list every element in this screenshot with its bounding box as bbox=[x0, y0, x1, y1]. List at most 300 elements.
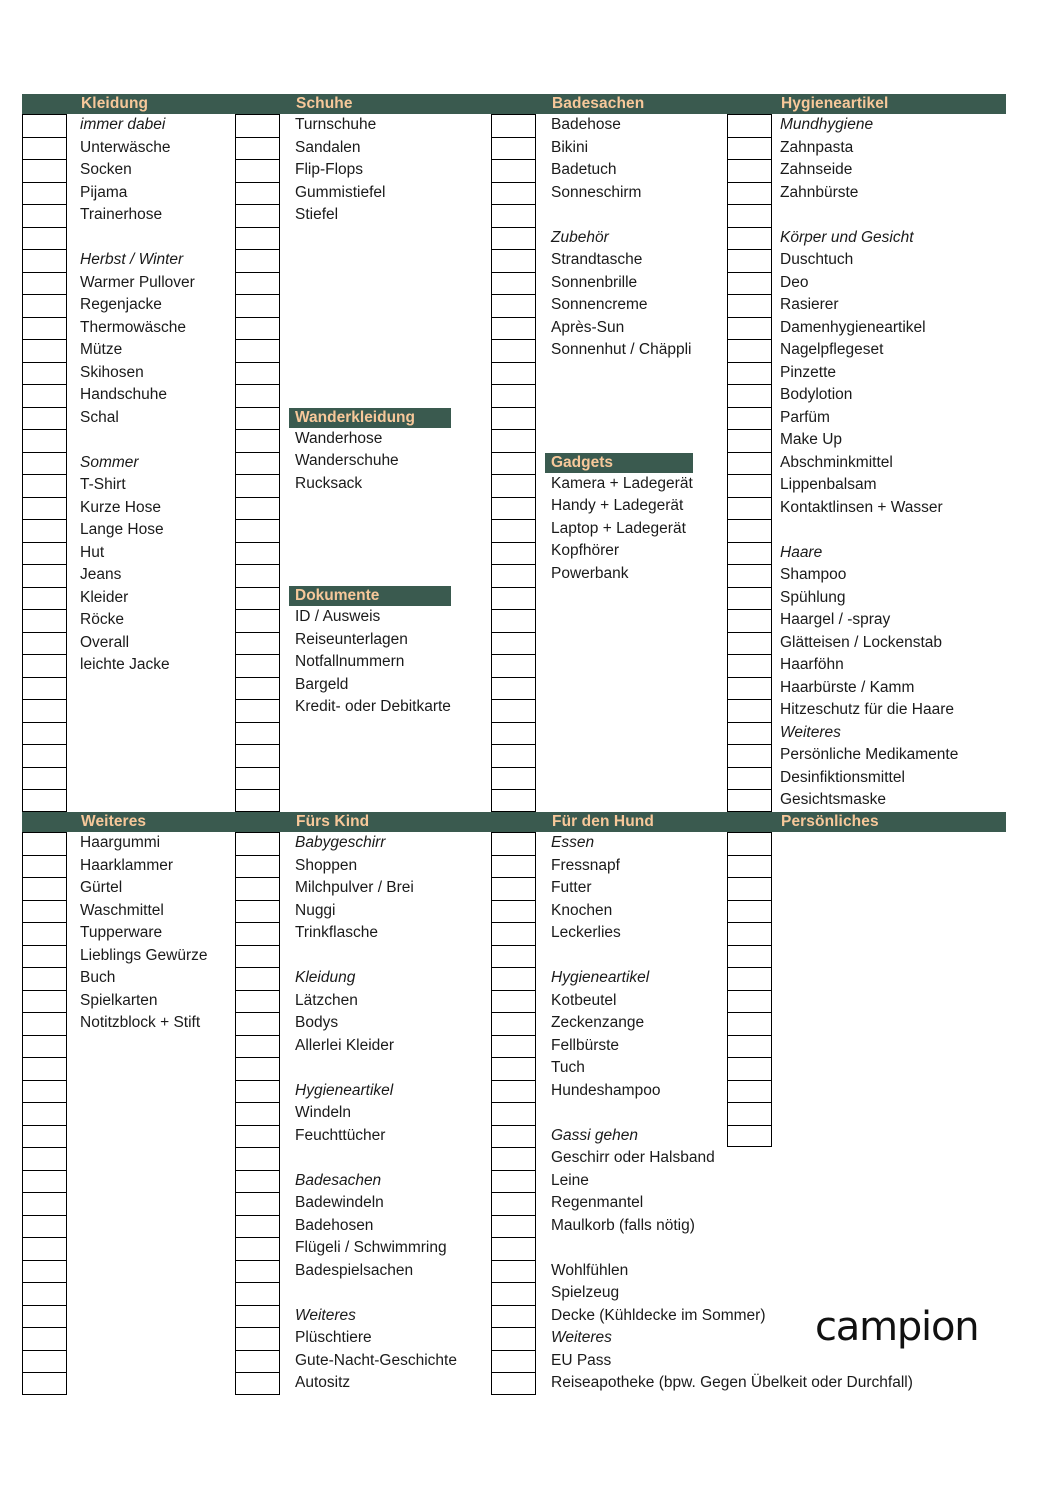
checkbox[interactable] bbox=[235, 227, 280, 250]
checklist-item-label[interactable]: Overall bbox=[80, 633, 130, 651]
checkbox[interactable] bbox=[22, 407, 67, 430]
checkbox[interactable] bbox=[235, 1147, 280, 1170]
checklist-item-label[interactable]: Gute-Nacht-Geschichte bbox=[295, 1351, 457, 1369]
checkbox[interactable] bbox=[235, 767, 280, 790]
checkbox[interactable] bbox=[235, 922, 280, 945]
checklist-item-label[interactable]: Waschmittel bbox=[80, 901, 164, 919]
checkbox[interactable] bbox=[235, 990, 280, 1013]
checkbox[interactable] bbox=[491, 542, 536, 565]
checklist-item-label[interactable]: Shoppen bbox=[295, 856, 358, 874]
checkbox[interactable] bbox=[727, 1125, 772, 1148]
checkbox[interactable] bbox=[235, 1237, 280, 1260]
checkbox[interactable] bbox=[491, 855, 536, 878]
checkbox[interactable] bbox=[491, 227, 536, 250]
checklist-item-label[interactable]: Skihosen bbox=[80, 363, 144, 381]
checkbox[interactable] bbox=[491, 182, 536, 205]
checkbox[interactable] bbox=[491, 1350, 536, 1373]
checkbox[interactable] bbox=[491, 1080, 536, 1103]
checkbox[interactable] bbox=[22, 317, 67, 340]
checkbox[interactable] bbox=[491, 159, 536, 182]
checkbox[interactable] bbox=[727, 609, 772, 632]
checklist-item-label[interactable]: Badespielsachen bbox=[295, 1261, 414, 1279]
checklist-item-label[interactable]: Haarbürste / Kamm bbox=[780, 678, 915, 696]
checklist-item-label[interactable]: Wanderschuhe bbox=[295, 452, 399, 469]
checklist-item-label[interactable]: Desinfiktionsmittel bbox=[780, 768, 905, 786]
checkbox[interactable] bbox=[235, 497, 280, 520]
checkbox[interactable] bbox=[22, 1125, 67, 1148]
checkbox[interactable] bbox=[22, 722, 67, 745]
checklist-item-label[interactable]: Reiseapotheke (bpw. Gegen Übelkeit oder Durchfall) bbox=[551, 1374, 913, 1391]
checklist-item-label[interactable]: Gürtel bbox=[80, 879, 123, 896]
checklist-item-label[interactable]: Röcke bbox=[80, 611, 124, 628]
checkbox[interactable] bbox=[727, 384, 772, 407]
checkbox[interactable] bbox=[235, 967, 280, 990]
checkbox[interactable] bbox=[235, 1170, 280, 1193]
checkbox[interactable] bbox=[491, 1260, 536, 1283]
checklist-item-label[interactable]: Glätteisen / Lockenstab bbox=[780, 633, 942, 651]
checkbox[interactable] bbox=[491, 204, 536, 227]
checklist-item-label[interactable]: Lieblings Gewürze bbox=[80, 946, 208, 964]
checkbox[interactable] bbox=[22, 1012, 67, 1035]
checkbox[interactable] bbox=[727, 519, 772, 542]
checkbox[interactable] bbox=[22, 967, 67, 990]
checkbox[interactable] bbox=[22, 1080, 67, 1103]
checkbox[interactable] bbox=[22, 542, 67, 565]
checklist-item-label[interactable]: Lange Hose bbox=[80, 521, 164, 538]
checklist-item-label[interactable]: Knochen bbox=[551, 901, 613, 919]
checklist-item-label[interactable]: Warmer Pullover bbox=[80, 273, 195, 291]
checklist-item-label[interactable]: Stiefel bbox=[295, 206, 339, 223]
checkbox[interactable] bbox=[235, 632, 280, 655]
checkbox[interactable] bbox=[491, 294, 536, 317]
checkbox[interactable] bbox=[491, 767, 536, 790]
checkbox[interactable] bbox=[235, 1057, 280, 1080]
checklist-item-label[interactable]: Trainerhose bbox=[80, 206, 163, 223]
checkbox[interactable] bbox=[22, 900, 67, 923]
checklist-item-label[interactable]: Fressnapf bbox=[551, 856, 620, 874]
checklist-item-label[interactable]: Kotbeutel bbox=[551, 991, 617, 1009]
checkbox[interactable] bbox=[491, 407, 536, 430]
checkbox[interactable] bbox=[491, 114, 536, 137]
checklist-item-label[interactable]: Shampoo bbox=[780, 566, 847, 583]
checklist-item-label[interactable]: Bargeld bbox=[295, 675, 349, 693]
checklist-item-label[interactable]: Plüschtiere bbox=[295, 1329, 372, 1346]
checkbox[interactable] bbox=[235, 294, 280, 317]
checkbox[interactable] bbox=[235, 722, 280, 745]
checkbox[interactable] bbox=[491, 452, 536, 475]
checkbox[interactable] bbox=[727, 564, 772, 587]
checkbox[interactable] bbox=[491, 1372, 536, 1395]
checkbox[interactable] bbox=[235, 1012, 280, 1035]
checkbox[interactable] bbox=[235, 677, 280, 700]
checkbox[interactable] bbox=[22, 654, 67, 677]
checkbox[interactable] bbox=[727, 542, 772, 565]
checkbox[interactable] bbox=[235, 1192, 280, 1215]
checklist-item-label[interactable]: Regenjacke bbox=[80, 296, 162, 313]
checkbox[interactable] bbox=[22, 294, 67, 317]
checklist-item-label[interactable]: Kurze Hose bbox=[80, 498, 161, 516]
checkbox[interactable] bbox=[727, 114, 772, 137]
checkbox[interactable] bbox=[22, 855, 67, 878]
checkbox[interactable] bbox=[22, 767, 67, 790]
checkbox[interactable] bbox=[491, 362, 536, 385]
checklist-item-label[interactable]: Thermowäsche bbox=[80, 318, 186, 336]
checkbox[interactable] bbox=[727, 767, 772, 790]
checkbox[interactable] bbox=[22, 1372, 67, 1395]
checkbox[interactable] bbox=[22, 1260, 67, 1283]
checklist-item-label[interactable]: Feuchttücher bbox=[295, 1126, 386, 1144]
checkbox[interactable] bbox=[22, 832, 67, 855]
checklist-item-label[interactable]: Make Up bbox=[780, 431, 843, 448]
checkbox[interactable] bbox=[235, 429, 280, 452]
checkbox[interactable] bbox=[491, 339, 536, 362]
checklist-item-label[interactable]: Duschtuch bbox=[780, 251, 854, 268]
checklist-item-label[interactable]: Zahnpasta bbox=[780, 138, 854, 156]
checklist-item-label[interactable]: Allerlei Kleider bbox=[295, 1036, 395, 1054]
checklist-item-label[interactable]: Leine bbox=[551, 1171, 589, 1189]
checkbox[interactable] bbox=[22, 990, 67, 1013]
checkbox[interactable] bbox=[235, 699, 280, 722]
checkbox[interactable] bbox=[491, 249, 536, 272]
checkbox[interactable] bbox=[727, 677, 772, 700]
checklist-item-label[interactable]: EU Pass bbox=[551, 1351, 612, 1369]
checkbox[interactable] bbox=[727, 832, 772, 855]
checkbox[interactable] bbox=[727, 855, 772, 878]
checkbox[interactable] bbox=[491, 272, 536, 295]
checklist-item-label[interactable]: Windeln bbox=[295, 1104, 351, 1121]
checkbox[interactable] bbox=[235, 609, 280, 632]
checklist-item-label[interactable]: Nagelpflegeset bbox=[780, 341, 884, 358]
checkbox[interactable] bbox=[235, 137, 280, 160]
checkbox[interactable] bbox=[22, 204, 67, 227]
checkbox[interactable] bbox=[491, 699, 536, 722]
checklist-item-label[interactable]: Pinzette bbox=[780, 363, 837, 381]
checkbox[interactable] bbox=[727, 1080, 772, 1103]
checkbox[interactable] bbox=[727, 159, 772, 182]
checkbox[interactable] bbox=[727, 744, 772, 767]
checkbox[interactable] bbox=[22, 474, 67, 497]
checkbox[interactable] bbox=[235, 1102, 280, 1125]
checklist-item-label[interactable]: Strandtasche bbox=[551, 251, 643, 268]
checklist-item-label[interactable]: Sandalen bbox=[295, 138, 361, 156]
checklist-item-label[interactable]: Damenhygieneartikel bbox=[780, 318, 926, 336]
checkbox[interactable] bbox=[235, 855, 280, 878]
checklist-item-label[interactable]: Parfüm bbox=[780, 408, 830, 426]
checklist-item-label[interactable]: Milchpulver / Brei bbox=[295, 879, 414, 896]
checkbox[interactable] bbox=[727, 1012, 772, 1035]
checkbox[interactable] bbox=[22, 1215, 67, 1238]
checkbox[interactable] bbox=[491, 1282, 536, 1305]
checkbox[interactable] bbox=[22, 789, 67, 812]
checkbox[interactable] bbox=[491, 945, 536, 968]
checklist-item-label[interactable]: Pijama bbox=[80, 183, 128, 201]
checkbox[interactable] bbox=[491, 1170, 536, 1193]
checkbox[interactable] bbox=[491, 1125, 536, 1148]
checkbox[interactable] bbox=[235, 317, 280, 340]
checklist-item-label[interactable]: Reiseunterlagen bbox=[295, 630, 408, 648]
checkbox[interactable] bbox=[235, 407, 280, 430]
checkbox[interactable] bbox=[235, 474, 280, 497]
checkbox[interactable] bbox=[22, 877, 67, 900]
checkbox[interactable] bbox=[235, 542, 280, 565]
checklist-item-label[interactable]: Persönliche Medikamente bbox=[780, 746, 959, 763]
checkbox[interactable] bbox=[727, 227, 772, 250]
checkbox[interactable] bbox=[235, 1372, 280, 1395]
checklist-item-label[interactable]: Haargel / -spray bbox=[780, 611, 891, 628]
checkbox[interactable] bbox=[235, 1327, 280, 1350]
checkbox[interactable] bbox=[22, 1035, 67, 1058]
checklist-item-label[interactable]: Hut bbox=[80, 543, 105, 561]
checklist-item-label[interactable]: Après-Sun bbox=[551, 318, 625, 336]
checkbox[interactable] bbox=[491, 990, 536, 1013]
checkbox[interactable] bbox=[727, 1057, 772, 1080]
checkbox[interactable] bbox=[727, 407, 772, 430]
checkbox[interactable] bbox=[235, 272, 280, 295]
checkbox[interactable] bbox=[22, 227, 67, 250]
checkbox[interactable] bbox=[235, 832, 280, 855]
checkbox[interactable] bbox=[727, 182, 772, 205]
checklist-item-label[interactable]: Sonnenhut / Chäppli bbox=[551, 341, 692, 358]
checkbox[interactable] bbox=[22, 1237, 67, 1260]
checklist-item-label[interactable]: Badehose bbox=[551, 116, 621, 133]
checklist-item-label[interactable]: Tuch bbox=[551, 1059, 585, 1076]
checkbox[interactable] bbox=[491, 1035, 536, 1058]
checkbox[interactable] bbox=[491, 474, 536, 497]
checkbox[interactable] bbox=[491, 900, 536, 923]
checklist-item-label[interactable]: Abschminkmittel bbox=[780, 453, 893, 471]
checklist-item-label[interactable]: leichte Jacke bbox=[80, 656, 170, 673]
checkbox[interactable] bbox=[22, 587, 67, 610]
checkbox[interactable] bbox=[235, 1260, 280, 1283]
checkbox[interactable] bbox=[235, 1125, 280, 1148]
checklist-item-label[interactable]: Notitzblock + Stift bbox=[80, 1014, 201, 1031]
checklist-item-label[interactable]: Unterwäsche bbox=[80, 138, 171, 156]
checkbox[interactable] bbox=[22, 272, 67, 295]
checkbox[interactable] bbox=[22, 744, 67, 767]
checkbox[interactable] bbox=[22, 519, 67, 542]
checkbox[interactable] bbox=[491, 1012, 536, 1035]
checkbox[interactable] bbox=[22, 632, 67, 655]
checkbox[interactable] bbox=[491, 967, 536, 990]
checklist-item-label[interactable]: Kopfhörer bbox=[551, 542, 620, 559]
checklist-item-label[interactable]: Bikini bbox=[551, 138, 589, 156]
checkbox[interactable] bbox=[491, 1102, 536, 1125]
checklist-item-label[interactable]: T-Shirt bbox=[80, 476, 126, 493]
checkbox[interactable] bbox=[235, 249, 280, 272]
checkbox[interactable] bbox=[235, 1035, 280, 1058]
checkbox[interactable] bbox=[727, 272, 772, 295]
checkbox[interactable] bbox=[235, 654, 280, 677]
checklist-item-label[interactable]: Kleider bbox=[80, 588, 129, 606]
checklist-item-label[interactable]: Bodylotion bbox=[780, 386, 853, 403]
checklist-item-label[interactable]: Rucksack bbox=[295, 474, 363, 492]
checkbox[interactable] bbox=[235, 1215, 280, 1238]
checkbox[interactable] bbox=[491, 877, 536, 900]
checklist-item-label[interactable]: Kredit- oder Debitkarte bbox=[295, 698, 451, 715]
checkbox[interactable] bbox=[491, 632, 536, 655]
checkbox[interactable] bbox=[491, 137, 536, 160]
checkbox[interactable] bbox=[491, 587, 536, 610]
checklist-item-label[interactable]: Deo bbox=[780, 273, 809, 291]
checkbox[interactable] bbox=[22, 249, 67, 272]
checklist-item-label[interactable]: Jeans bbox=[80, 566, 122, 583]
checkbox[interactable] bbox=[22, 609, 67, 632]
checkbox[interactable] bbox=[22, 1350, 67, 1373]
checklist-item-label[interactable]: Socken bbox=[80, 161, 132, 178]
checklist-item-label[interactable]: Kamera + Ladegerät bbox=[551, 474, 693, 492]
checkbox[interactable] bbox=[727, 204, 772, 227]
checkbox[interactable] bbox=[22, 1102, 67, 1125]
checkbox[interactable] bbox=[727, 339, 772, 362]
checkbox[interactable] bbox=[491, 1147, 536, 1170]
checklist-item-label[interactable]: Spielzeug bbox=[551, 1284, 620, 1301]
checkbox[interactable] bbox=[235, 587, 280, 610]
checkbox[interactable] bbox=[235, 900, 280, 923]
checkbox[interactable] bbox=[491, 1237, 536, 1260]
checkbox[interactable] bbox=[22, 429, 67, 452]
checkbox[interactable] bbox=[22, 384, 67, 407]
checklist-item-label[interactable]: Tupperware bbox=[80, 924, 163, 941]
checkbox[interactable] bbox=[727, 1102, 772, 1125]
checklist-item-label[interactable]: Spielkarten bbox=[80, 991, 158, 1009]
checkbox[interactable] bbox=[727, 1035, 772, 1058]
checklist-item-label[interactable]: Handy + Ladegerät bbox=[551, 497, 684, 514]
checklist-item-label[interactable]: Laptop + Ladegerät bbox=[551, 519, 686, 537]
checklist-item-label[interactable]: Bodys bbox=[295, 1014, 339, 1031]
checkbox[interactable] bbox=[22, 1057, 67, 1080]
checkbox[interactable] bbox=[491, 1215, 536, 1238]
checklist-item-label[interactable]: Badehosen bbox=[295, 1216, 374, 1234]
checkbox[interactable] bbox=[491, 654, 536, 677]
checkbox[interactable] bbox=[727, 945, 772, 968]
checkbox[interactable] bbox=[22, 677, 67, 700]
checklist-item-label[interactable]: Zeckenzange bbox=[551, 1014, 645, 1031]
checklist-item-label[interactable]: Geschirr oder Halsband bbox=[551, 1149, 715, 1166]
checkbox[interactable] bbox=[491, 564, 536, 587]
checklist-item-label[interactable]: Kontaktlinsen + Wasser bbox=[780, 498, 943, 516]
checkbox[interactable] bbox=[235, 182, 280, 205]
checkbox[interactable] bbox=[491, 789, 536, 812]
checklist-item-label[interactable]: Decke (Kühldecke im Sommer) bbox=[551, 1306, 766, 1324]
checkbox[interactable] bbox=[235, 339, 280, 362]
checkbox[interactable] bbox=[235, 1305, 280, 1328]
checkbox[interactable] bbox=[491, 922, 536, 945]
checkbox[interactable] bbox=[727, 654, 772, 677]
checkbox[interactable] bbox=[727, 137, 772, 160]
checklist-item-label[interactable]: Zahnbürste bbox=[780, 183, 859, 201]
checkbox[interactable] bbox=[727, 789, 772, 812]
checkbox[interactable] bbox=[491, 677, 536, 700]
checklist-item-label[interactable]: Schal bbox=[80, 408, 119, 426]
checklist-item-label[interactable]: Hitzeschutz für die Haare bbox=[780, 701, 955, 718]
checklist-item-label[interactable]: Maulkorb (falls nötig) bbox=[551, 1216, 695, 1234]
checklist-item-label[interactable]: Flip-Flops bbox=[295, 161, 364, 178]
checklist-item-label[interactable]: Badewindeln bbox=[295, 1194, 384, 1211]
checkbox[interactable] bbox=[22, 452, 67, 475]
checklist-item-label[interactable]: Leckerlies bbox=[551, 924, 621, 941]
checkbox[interactable] bbox=[727, 990, 772, 1013]
checklist-item-label[interactable]: Spühlung bbox=[780, 588, 846, 606]
checkbox[interactable] bbox=[22, 1282, 67, 1305]
checkbox[interactable] bbox=[235, 945, 280, 968]
checklist-item-label[interactable]: Gummistiefel bbox=[295, 183, 386, 201]
checkbox[interactable] bbox=[235, 564, 280, 587]
checkbox[interactable] bbox=[22, 182, 67, 205]
checkbox[interactable] bbox=[727, 249, 772, 272]
checklist-item-label[interactable]: Regenmantel bbox=[551, 1194, 644, 1211]
checkbox[interactable] bbox=[22, 159, 67, 182]
checklist-item-label[interactable]: Mütze bbox=[80, 341, 123, 358]
checkbox[interactable] bbox=[491, 744, 536, 767]
checkbox[interactable] bbox=[727, 722, 772, 745]
checklist-item-label[interactable]: Turnschuhe bbox=[295, 116, 377, 133]
checkbox[interactable] bbox=[22, 699, 67, 722]
checkbox[interactable] bbox=[22, 1327, 67, 1350]
checkbox[interactable] bbox=[22, 564, 67, 587]
checklist-item-label[interactable]: Trinkflasche bbox=[295, 924, 378, 941]
checkbox[interactable] bbox=[491, 1305, 536, 1328]
checklist-item-label[interactable]: Notfallnummern bbox=[295, 653, 405, 670]
checkbox[interactable] bbox=[22, 114, 67, 137]
checkbox[interactable] bbox=[491, 1192, 536, 1215]
checkbox[interactable] bbox=[22, 945, 67, 968]
checkbox[interactable] bbox=[491, 317, 536, 340]
checklist-item-label[interactable]: Buch bbox=[80, 969, 116, 986]
checkbox[interactable] bbox=[22, 137, 67, 160]
checkbox[interactable] bbox=[727, 452, 772, 475]
checkbox[interactable] bbox=[727, 429, 772, 452]
checkbox[interactable] bbox=[235, 1080, 280, 1103]
checkbox[interactable] bbox=[235, 1350, 280, 1373]
checkbox[interactable] bbox=[235, 204, 280, 227]
checklist-item-label[interactable]: Fellbürste bbox=[551, 1036, 620, 1054]
checkbox[interactable] bbox=[235, 114, 280, 137]
checklist-item-label[interactable]: Flügeli / Schwimmring bbox=[295, 1239, 447, 1256]
checkbox[interactable] bbox=[235, 877, 280, 900]
checkbox[interactable] bbox=[22, 1170, 67, 1193]
checklist-item-label[interactable]: Lippenbalsam bbox=[780, 476, 877, 493]
checklist-item-label[interactable]: Sonneschirm bbox=[551, 183, 642, 201]
checklist-item-label[interactable]: Futter bbox=[551, 879, 592, 896]
checkbox[interactable] bbox=[727, 317, 772, 340]
checkbox[interactable] bbox=[235, 519, 280, 542]
checkbox[interactable] bbox=[491, 1327, 536, 1350]
checkbox[interactable] bbox=[491, 519, 536, 542]
checkbox[interactable] bbox=[491, 497, 536, 520]
checklist-item-label[interactable]: Lätzchen bbox=[295, 991, 358, 1009]
checkbox[interactable] bbox=[491, 384, 536, 407]
checkbox[interactable] bbox=[22, 1192, 67, 1215]
checkbox[interactable] bbox=[491, 429, 536, 452]
checklist-item-label[interactable]: Haargummi bbox=[80, 834, 161, 851]
checklist-item-label[interactable]: Autositz bbox=[295, 1374, 351, 1391]
checkbox[interactable] bbox=[727, 632, 772, 655]
checkbox[interactable] bbox=[727, 900, 772, 923]
checkbox[interactable] bbox=[727, 497, 772, 520]
checkbox[interactable] bbox=[235, 789, 280, 812]
checklist-item-label[interactable]: Hundeshampoo bbox=[551, 1081, 661, 1099]
checkbox[interactable] bbox=[727, 922, 772, 945]
checklist-item-label[interactable]: Haarklammer bbox=[80, 856, 174, 874]
checkbox[interactable] bbox=[235, 452, 280, 475]
checklist-item-label[interactable]: Gesichtsmaske bbox=[780, 791, 886, 808]
checkbox[interactable] bbox=[235, 744, 280, 767]
checkbox[interactable] bbox=[727, 474, 772, 497]
checkbox[interactable] bbox=[727, 362, 772, 385]
checkbox[interactable] bbox=[727, 294, 772, 317]
checklist-item-label[interactable]: Badetuch bbox=[551, 161, 617, 178]
checklist-item-label[interactable]: Sonnenbrille bbox=[551, 273, 638, 291]
